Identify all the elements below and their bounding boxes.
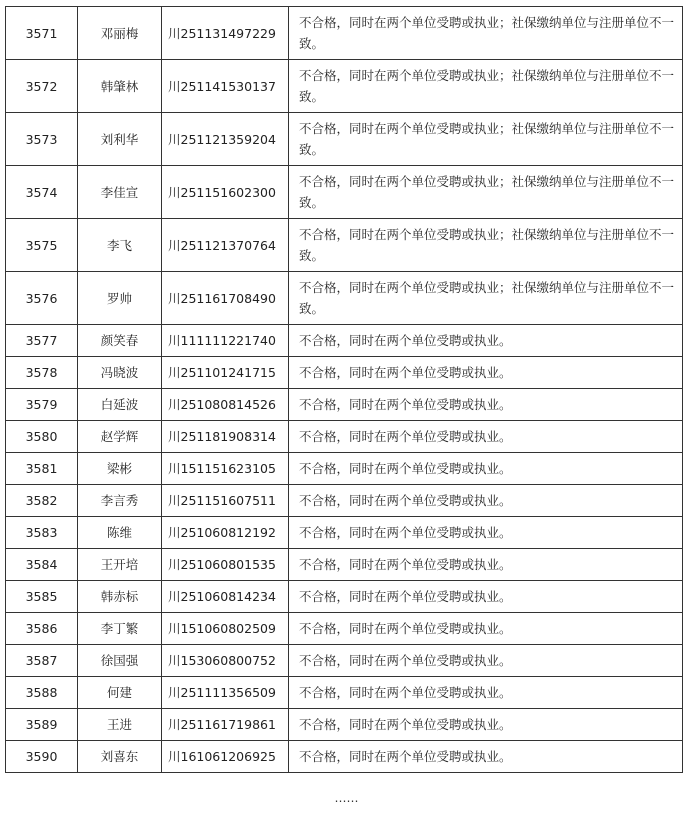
table-row: [6, 389, 683, 421]
certificate-number: 川251060814234: [162, 581, 289, 613]
row-number: 3588: [6, 677, 78, 709]
person-name: 李言秀: [78, 485, 162, 517]
person-name: 徐国强: [78, 645, 162, 677]
certificate-number: 川251121370764: [162, 219, 289, 272]
table-row: [6, 166, 683, 219]
check-result: 不合格，同时在两个单位受聘或执业。: [289, 709, 683, 741]
table-body: [6, 7, 683, 773]
row-number: 3583: [6, 517, 78, 549]
continuation-ellipsis: ……: [334, 791, 359, 805]
row-number: 3571: [6, 7, 78, 60]
row-number: 3573: [6, 113, 78, 166]
row-number: 3578: [6, 357, 78, 389]
person-name: 刘利华: [78, 113, 162, 166]
row-number: 3586: [6, 613, 78, 645]
table-row: [6, 485, 683, 517]
check-result: 不合格，同时在两个单位受聘或执业。: [289, 613, 683, 645]
person-name: 刘喜东: [78, 741, 162, 773]
check-result: 不合格，同时在两个单位受聘或执业；社保缴纳单位与注册单位不一致。: [289, 166, 683, 219]
table-row: [6, 113, 683, 166]
certificate-number: 川251060801535: [162, 549, 289, 581]
table-row: [6, 453, 683, 485]
check-result: 不合格，同时在两个单位受聘或执业。: [289, 517, 683, 549]
check-result: 不合格，同时在两个单位受聘或执业。: [289, 485, 683, 517]
certificate-number: 川251151602300: [162, 166, 289, 219]
check-result: 不合格，同时在两个单位受聘或执业。: [289, 325, 683, 357]
row-number: 3574: [6, 166, 78, 219]
person-name: 何建: [78, 677, 162, 709]
table-row: [6, 741, 683, 773]
person-name: 李飞: [78, 219, 162, 272]
table-row: [6, 645, 683, 677]
check-result: 不合格，同时在两个单位受聘或执业；社保缴纳单位与注册单位不一致。: [289, 272, 683, 325]
certificate-number: 川111111221740: [162, 325, 289, 357]
check-result: 不合格，同时在两个单位受聘或执业；社保缴纳单位与注册单位不一致。: [289, 60, 683, 113]
certificate-number: 川251080814526: [162, 389, 289, 421]
person-name: 李丁繁: [78, 613, 162, 645]
certificate-number: 川153060800752: [162, 645, 289, 677]
certificate-number: 川151151623105: [162, 453, 289, 485]
row-number: 3587: [6, 645, 78, 677]
person-name: 颜笑春: [78, 325, 162, 357]
row-number: 3580: [6, 421, 78, 453]
table-row: [6, 272, 683, 325]
person-name: 白延波: [78, 389, 162, 421]
check-result: 不合格，同时在两个单位受聘或执业。: [289, 421, 683, 453]
person-name: 韩赤标: [78, 581, 162, 613]
row-number: 3590: [6, 741, 78, 773]
table-row: [6, 613, 683, 645]
certificate-number: 川151060802509: [162, 613, 289, 645]
person-name: 王开培: [78, 549, 162, 581]
certificate-number: 川251141530137: [162, 60, 289, 113]
check-result: 不合格，同时在两个单位受聘或执业。: [289, 581, 683, 613]
person-name: 邓丽梅: [78, 7, 162, 60]
check-result: 不合格，同时在两个单位受聘或执业；社保缴纳单位与注册单位不一致。: [289, 219, 683, 272]
table-row: [6, 709, 683, 741]
check-result: 不合格，同时在两个单位受聘或执业；社保缴纳单位与注册单位不一致。: [289, 113, 683, 166]
row-number: 3589: [6, 709, 78, 741]
certificate-number: 川251161719861: [162, 709, 289, 741]
person-name: 陈维: [78, 517, 162, 549]
table-row: [6, 7, 683, 60]
person-name: 梁彬: [78, 453, 162, 485]
person-name: 王进: [78, 709, 162, 741]
row-number: 3585: [6, 581, 78, 613]
certificate-number: 川251181908314: [162, 421, 289, 453]
person-name: 罗帅: [78, 272, 162, 325]
certificate-number: 川251121359204: [162, 113, 289, 166]
row-number: 3581: [6, 453, 78, 485]
certificate-number: 川251101241715: [162, 357, 289, 389]
check-result: 不合格，同时在两个单位受聘或执业；社保缴纳单位与注册单位不一致。: [289, 7, 683, 60]
table-row: [6, 219, 683, 272]
check-result: 不合格，同时在两个单位受聘或执业。: [289, 389, 683, 421]
table-row: [6, 325, 683, 357]
row-number: 3582: [6, 485, 78, 517]
table-row: [6, 677, 683, 709]
person-name: 李佳宣: [78, 166, 162, 219]
certificate-number: 川251151607511: [162, 485, 289, 517]
table-row: [6, 581, 683, 613]
table-row: [6, 60, 683, 113]
row-number: 3584: [6, 549, 78, 581]
person-name: 冯晓波: [78, 357, 162, 389]
registration-result-table: [5, 6, 683, 773]
certificate-number: 川251060812192: [162, 517, 289, 549]
person-name: 赵学辉: [78, 421, 162, 453]
table-row: [6, 421, 683, 453]
certificate-number: 川161061206925: [162, 741, 289, 773]
table-row: [6, 549, 683, 581]
check-result: 不合格，同时在两个单位受聘或执业。: [289, 741, 683, 773]
check-result: 不合格，同时在两个单位受聘或执业。: [289, 677, 683, 709]
row-number: 3575: [6, 219, 78, 272]
table-row: [6, 357, 683, 389]
check-result: 不合格，同时在两个单位受聘或执业。: [289, 645, 683, 677]
row-number: 3576: [6, 272, 78, 325]
check-result: 不合格，同时在两个单位受聘或执业。: [289, 453, 683, 485]
row-number: 3572: [6, 60, 78, 113]
check-result: 不合格，同时在两个单位受聘或执业。: [289, 357, 683, 389]
row-number: 3577: [6, 325, 78, 357]
table-row: [6, 517, 683, 549]
row-number: 3579: [6, 389, 78, 421]
certificate-number: 川251131497229: [162, 7, 289, 60]
certificate-number: 川251161708490: [162, 272, 289, 325]
check-result: 不合格，同时在两个单位受聘或执业。: [289, 549, 683, 581]
certificate-number: 川251111356509: [162, 677, 289, 709]
person-name: 韩肇林: [78, 60, 162, 113]
